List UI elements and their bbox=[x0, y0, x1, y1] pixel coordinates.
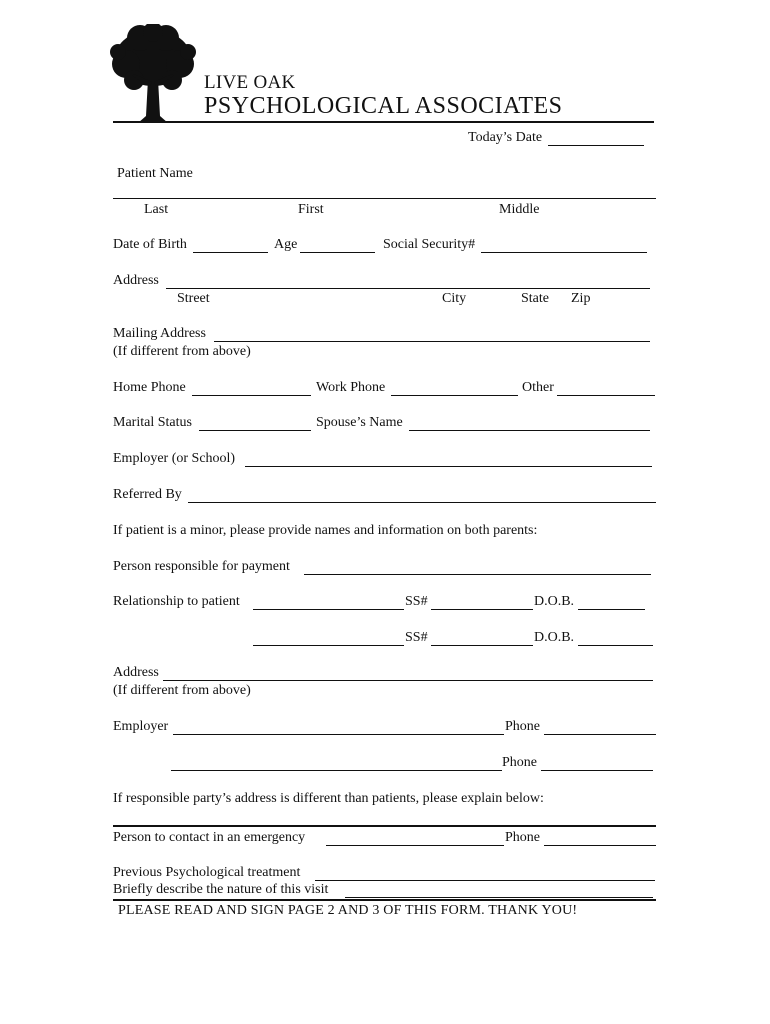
address-street-caption: Street bbox=[177, 291, 210, 306]
dob-short-label-2: D.O.B. bbox=[534, 630, 575, 645]
address-city-caption: City bbox=[442, 291, 467, 306]
work-phone-label: Work Phone bbox=[316, 380, 386, 395]
dob-short-field-1[interactable] bbox=[578, 609, 645, 610]
name-first-caption: First bbox=[298, 202, 324, 217]
phone-field-1[interactable] bbox=[544, 734, 656, 735]
address-zip-caption: Zip bbox=[571, 291, 591, 306]
home-phone-field[interactable] bbox=[192, 395, 311, 396]
referred-by-label: Referred By bbox=[113, 487, 182, 502]
phone-label-3: Phone bbox=[505, 830, 540, 845]
relationship-field-2[interactable] bbox=[253, 645, 404, 646]
address2-field[interactable] bbox=[163, 680, 653, 681]
phone-label-2: Phone bbox=[502, 755, 537, 770]
referred-by-field[interactable] bbox=[188, 502, 656, 503]
header-rule bbox=[113, 121, 654, 123]
previous-treatment-field[interactable] bbox=[315, 880, 655, 881]
responsible-address-note: If responsible party’s address is different than patients, please explain below: bbox=[113, 791, 544, 806]
phone-field-3[interactable] bbox=[544, 845, 656, 846]
mailing-address-note: (If different from above) bbox=[113, 344, 251, 359]
home-phone-label: Home Phone bbox=[113, 380, 186, 395]
name-last-caption: Last bbox=[144, 202, 169, 217]
oak-tree-icon bbox=[110, 24, 196, 124]
ss-label-1: SS# bbox=[405, 594, 428, 609]
ss-label-2: SS# bbox=[405, 630, 428, 645]
marital-status-label: Marital Status bbox=[113, 415, 192, 430]
dob-short-label-1: D.O.B. bbox=[534, 594, 575, 609]
ss-field-2[interactable] bbox=[431, 645, 533, 646]
emergency-contact-field[interactable] bbox=[326, 845, 504, 846]
age-label: Age bbox=[274, 237, 298, 252]
visit-nature-field[interactable] bbox=[345, 897, 653, 898]
todays-date-field[interactable] bbox=[548, 145, 644, 146]
address2-label: Address bbox=[113, 665, 159, 680]
phone-field-2[interactable] bbox=[541, 770, 653, 771]
explain-field[interactable] bbox=[113, 825, 656, 827]
marital-status-field[interactable] bbox=[199, 430, 311, 431]
employer-label: Employer (or School) bbox=[113, 451, 236, 466]
employer2-field[interactable] bbox=[173, 734, 504, 735]
previous-treatment-label: Previous Psychological treatment bbox=[113, 865, 301, 880]
brand-line2: PSYCHOLOGICAL ASSOCIATES bbox=[204, 93, 563, 119]
phone-label-1: Phone bbox=[505, 719, 540, 734]
mailing-address-label: Mailing Address bbox=[113, 326, 206, 341]
address2-note: (If different from above) bbox=[113, 683, 251, 698]
minor-note: If patient is a minor, please provide names and information on both parents: bbox=[113, 523, 538, 538]
relationship-field-1[interactable] bbox=[253, 609, 404, 610]
employer2-field-2[interactable] bbox=[171, 770, 502, 771]
ssn-label: Social Security# bbox=[383, 237, 476, 252]
spouse-name-field[interactable] bbox=[409, 430, 650, 431]
age-field[interactable] bbox=[300, 252, 375, 253]
responsible-party-field[interactable] bbox=[304, 574, 651, 575]
visit-nature-label: Briefly describe the nature of this visit bbox=[113, 882, 329, 897]
todays-date-label: Today’s Date bbox=[468, 130, 543, 145]
address-label: Address bbox=[113, 273, 159, 288]
footer-note: PLEASE READ AND SIGN PAGE 2 AND 3 OF THIS FORM. THANK YOU! bbox=[118, 903, 578, 918]
dob-label: Date of Birth bbox=[113, 237, 187, 252]
ssn-field[interactable] bbox=[481, 252, 647, 253]
patient-name-label: Patient Name bbox=[117, 166, 193, 181]
employer2-label: Employer bbox=[113, 719, 169, 734]
ss-field-1[interactable] bbox=[431, 609, 533, 610]
dob-short-field-2[interactable] bbox=[578, 645, 653, 646]
mailing-address-field[interactable] bbox=[214, 341, 650, 342]
bottom-rule bbox=[113, 899, 656, 901]
dob-field[interactable] bbox=[193, 252, 268, 253]
address-field[interactable] bbox=[166, 288, 650, 289]
responsible-party-label: Person responsible for payment bbox=[113, 559, 290, 574]
relationship-label: Relationship to patient bbox=[113, 594, 240, 609]
emergency-contact-label: Person to contact in an emergency bbox=[113, 830, 306, 845]
brand-line1: LIVE OAK bbox=[204, 72, 296, 93]
name-middle-caption: Middle bbox=[499, 202, 540, 217]
address-state-caption: State bbox=[521, 291, 549, 306]
other-phone-label: Other bbox=[522, 380, 554, 395]
other-phone-field[interactable] bbox=[557, 395, 655, 396]
work-phone-field[interactable] bbox=[391, 395, 518, 396]
patient-name-field[interactable] bbox=[113, 198, 656, 199]
employer-field[interactable] bbox=[245, 466, 652, 467]
spouse-name-label: Spouse’s Name bbox=[316, 415, 403, 430]
